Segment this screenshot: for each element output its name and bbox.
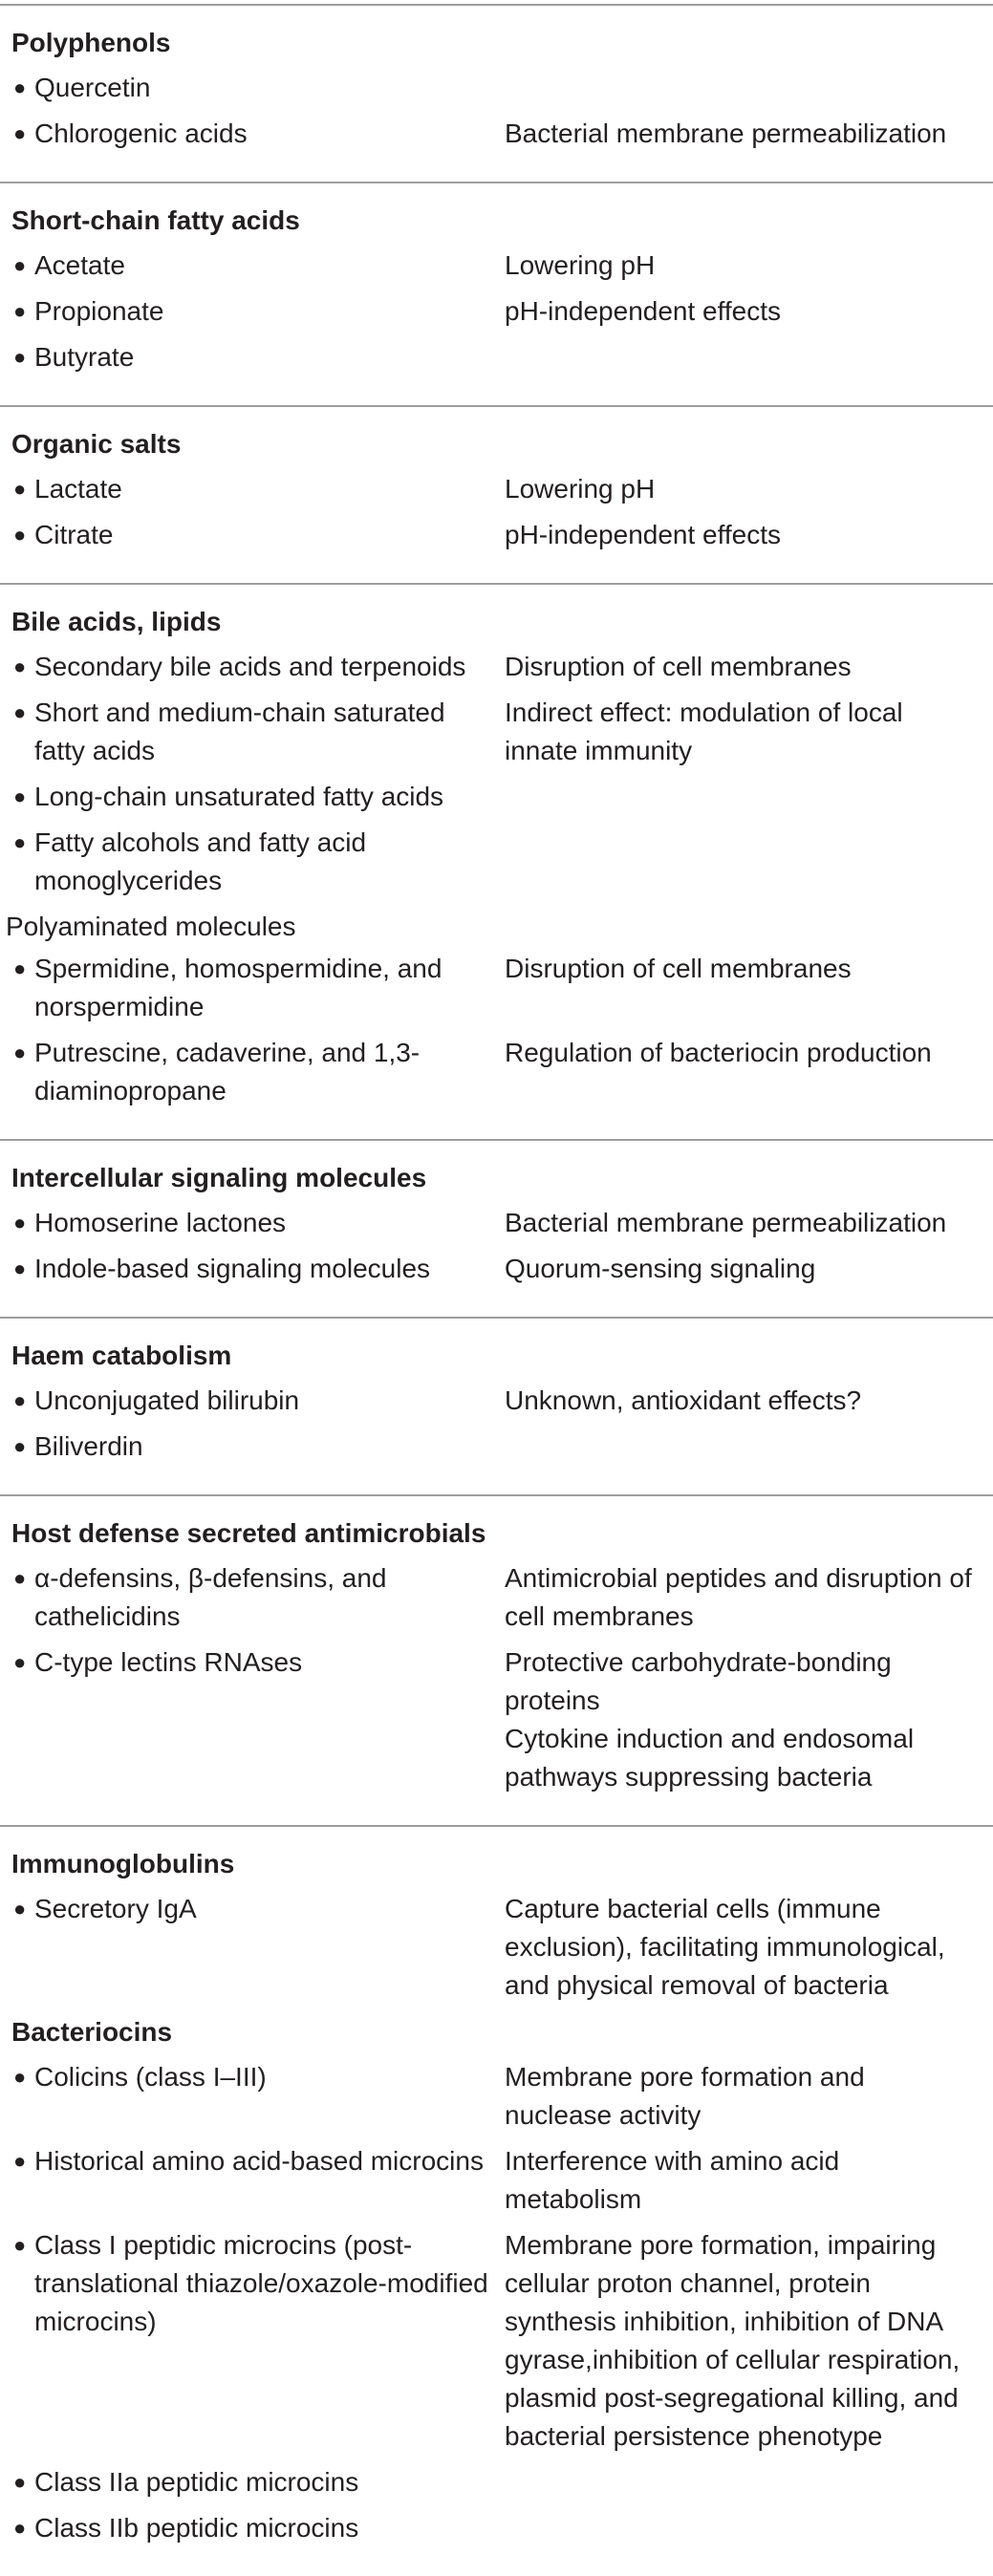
table-row: [0, 648, 993, 686]
mechanism-text: Lowering pH: [505, 474, 656, 504]
mechanism-text: Lowering pH: [505, 250, 656, 280]
bullet-icon: ●: [13, 253, 27, 277]
mechanism-text: pH-independent effects: [505, 520, 782, 549]
mechanism-cell: [505, 470, 993, 508]
bullet-icon: ●: [13, 2065, 27, 2089]
mechanism-cell: [505, 1034, 993, 1072]
compound-cell: [0, 778, 505, 816]
section-title: Host defense secreted antimicrobials: [11, 1518, 486, 1548]
section-title: Intercellular signaling molecules: [11, 1163, 427, 1192]
compound-name: Putrescine, cadaverine, and 1,3-diaminopropane: [34, 1038, 421, 1106]
mechanism-cell: [505, 2142, 993, 2219]
table-row: [0, 115, 993, 153]
table-row: [0, 69, 993, 107]
bullet-icon: ●: [13, 2516, 27, 2540]
table-row: [0, 824, 993, 900]
mechanism-cell: [505, 1559, 993, 1636]
table-row: [0, 2463, 993, 2501]
mechanism-text: Membrane pore formation, impairing cellular proton channel, protein synthesis inhibition, inhibition of DNA gyrase,inhibition of cellular respiration, plasmid post-segregational killing, and bacterial persistence phenotype: [505, 2230, 961, 2451]
table-section: [0, 585, 993, 1141]
bullet-icon: ●: [13, 655, 27, 678]
table-row: [0, 470, 993, 508]
compound-name: Biliverdin: [34, 1431, 143, 1461]
compound-name: Historical amino acid-based microcins: [34, 2146, 484, 2176]
bullet-icon: ●: [13, 1388, 27, 1412]
table-row: [0, 247, 993, 285]
table-section: [0, 1319, 993, 1496]
table-section: [0, 1827, 993, 2576]
table-row: [0, 694, 993, 770]
mechanism-cell: [505, 950, 993, 988]
table-row: [0, 1250, 993, 1288]
table-row: [0, 1643, 993, 1796]
compound-cell: [0, 1428, 505, 1466]
mechanism-text: Regulation of bacteriocin production: [505, 1038, 932, 1067]
compound-cell: [0, 516, 505, 554]
mechanism-text: Cytokine induction and endosomal pathways suppressing bacteria: [505, 1724, 915, 1792]
compound-cell: [0, 2058, 505, 2096]
bullet-icon: ●: [13, 477, 27, 501]
compound-name: Unconjugated bilirubin: [34, 1385, 300, 1415]
compound-name: Homoserine lactones: [34, 1208, 287, 1237]
mechanism-text: Antimicrobial peptides and disruption of cell membranes: [505, 1563, 972, 1631]
mechanism-cell: [505, 1204, 993, 1242]
mechanism-cell: [505, 247, 993, 285]
mechanism-cell: [505, 694, 993, 770]
mechanism-text: Membrane pore formation and nuclease activity: [505, 2062, 865, 2130]
table-row: [0, 2226, 993, 2456]
mechanism-cell: [505, 1382, 993, 1420]
table-section: [0, 183, 993, 407]
compound-cell: [0, 69, 505, 107]
bullet-icon: ●: [13, 1434, 27, 1458]
mechanism-text: Bacterial membrane permeabilization: [505, 1208, 947, 1237]
mechanism-text: Interference with amino acid metabolism: [505, 2146, 840, 2214]
bullet-icon: ●: [13, 2149, 27, 2173]
compound-cell: [0, 1643, 505, 1682]
bullet-icon: ●: [13, 830, 27, 854]
table-row: [0, 950, 993, 1026]
compound-name: Butyrate: [34, 342, 135, 372]
mechanism-text: Disruption of cell membranes: [505, 652, 852, 681]
table-row: [0, 2509, 993, 2547]
compound-name: Fatty alcohols and fatty acid monoglycerides: [34, 827, 367, 895]
table-section: [0, 1496, 993, 1827]
mechanism-text: Capture bacterial cells (immune exclusion), facilitating immunological, and physical removal of bacteria: [505, 1894, 945, 2000]
compound-name: Class I peptidic microcins (post-translational thiazole/oxazole-modified microcins): [34, 2230, 488, 2336]
mechanism-cell: [505, 115, 993, 153]
compound-name: Acetate: [34, 250, 125, 280]
table-row: [0, 1890, 993, 2005]
bullet-icon: ●: [13, 784, 27, 808]
bullet-icon: ●: [13, 1897, 27, 1921]
table-row: [0, 292, 993, 331]
compound-cell: [0, 1382, 505, 1420]
table-body: [0, 6, 993, 2576]
subsection-heading: Polyaminated molecules: [6, 912, 296, 941]
mechanism-cell: [505, 1643, 993, 1796]
compound-name: Short and medium-chain saturated fatty acids: [34, 698, 445, 765]
compound-cell: [0, 648, 505, 686]
compound-name: Spermidine, homospermidine, and norspermidine: [34, 954, 443, 1021]
bullet-icon: ●: [13, 2233, 27, 2257]
table-row: [0, 2142, 993, 2219]
table-row: [0, 1034, 993, 1110]
compound-cell: [0, 2142, 505, 2180]
bullet-icon: ●: [13, 121, 27, 145]
subsection-title: Bacteriocins: [11, 2017, 173, 2047]
compound-name: Colicins (class I–III): [34, 2062, 267, 2092]
mechanisms-table: [0, 4, 993, 2576]
section-title: Short-chain fatty acids: [11, 205, 300, 235]
table-row: [0, 1382, 993, 1420]
compound-cell: [0, 1250, 505, 1288]
bullet-icon: ●: [13, 956, 27, 980]
compound-name: Class IIa peptidic microcins: [34, 2467, 359, 2497]
table-row: [0, 1428, 993, 1466]
section-title: Bile acids, lipids: [11, 607, 222, 636]
compound-cell: [0, 950, 505, 1026]
compound-cell: [0, 1034, 505, 1110]
section-title: Immunoglobulins: [11, 1849, 235, 1878]
mechanism-text: Quorum-sensing signaling: [505, 1254, 816, 1283]
compound-cell: [0, 470, 505, 508]
bullet-icon: ●: [13, 1566, 27, 1590]
compound-cell: [0, 292, 505, 331]
bullet-icon: ●: [13, 700, 27, 724]
mechanism-cell: [505, 516, 993, 554]
mechanism-text: pH-independent effects: [505, 296, 782, 326]
bullet-icon: ●: [13, 75, 27, 99]
compound-cell: [0, 338, 505, 376]
compound-cell: [0, 1204, 505, 1242]
mechanism-cell: [505, 1250, 993, 1288]
compound-name: Long-chain unsaturated fatty acids: [34, 782, 444, 811]
compound-name: Secondary bile acids and terpenoids: [34, 652, 466, 681]
compound-cell: [0, 2226, 505, 2341]
mechanism-text: Disruption of cell membranes: [505, 954, 852, 983]
compound-cell: [0, 2463, 505, 2501]
mechanism-text: Unknown, antioxidant effects?: [505, 1385, 862, 1415]
table-row: [0, 1559, 993, 1636]
mechanism-cell: [505, 2226, 993, 2456]
compound-name: α-defensins, β-defensins, and cathelicidins: [34, 1563, 387, 1631]
compound-name: Citrate: [34, 520, 114, 549]
bullet-icon: ●: [13, 2470, 27, 2494]
compound-name: Indole-based signaling molecules: [34, 1254, 431, 1283]
compound-name: Lactate: [34, 474, 122, 504]
compound-name: Chlorogenic acids: [34, 118, 248, 148]
mechanism-cell: [505, 1890, 993, 2005]
compound-cell: [0, 2509, 505, 2547]
compound-cell: [0, 1890, 505, 1928]
compound-name: Class IIb peptidic microcins: [34, 2513, 359, 2543]
bullet-icon: ●: [13, 345, 27, 369]
compound-cell: [0, 1559, 505, 1636]
compound-cell: [0, 824, 505, 900]
compound-name: Secretory IgA: [34, 1894, 197, 1923]
table-row: [0, 1204, 993, 1242]
bullet-icon: ●: [13, 1211, 27, 1234]
compound-name: C-type lectins RNAses: [34, 1647, 303, 1677]
section-title: Organic salts: [11, 429, 182, 459]
mechanism-cell: [505, 648, 993, 686]
table-row: [0, 516, 993, 554]
table-row: [0, 338, 993, 376]
compound-name: Quercetin: [34, 73, 151, 102]
section-title: Polyphenols: [11, 28, 171, 57]
bullet-icon: ●: [13, 299, 27, 323]
bullet-icon: ●: [13, 523, 27, 547]
table-row: [0, 778, 993, 816]
mechanism-cell: [505, 292, 993, 331]
bullet-icon: ●: [13, 1256, 27, 1280]
bullet-icon: ●: [13, 1041, 27, 1064]
compound-name: Propionate: [34, 296, 164, 326]
table-section: [0, 1141, 993, 1319]
table-row: [0, 2058, 993, 2135]
compound-cell: [0, 247, 505, 285]
mechanism-text: Bacterial membrane permeabilization: [505, 118, 947, 148]
compound-cell: [0, 694, 505, 770]
compound-cell: [0, 115, 505, 153]
bullet-icon: ●: [13, 1650, 27, 1674]
mechanism-cell: [505, 2058, 993, 2135]
mechanism-text: Protective carbohydrate-bonding proteins: [505, 1647, 892, 1715]
table-section: [0, 407, 993, 585]
table-section: [0, 6, 993, 183]
section-title: Haem catabolism: [11, 1341, 232, 1370]
mechanism-text: Indirect effect: modulation of local innate immunity: [505, 698, 903, 765]
